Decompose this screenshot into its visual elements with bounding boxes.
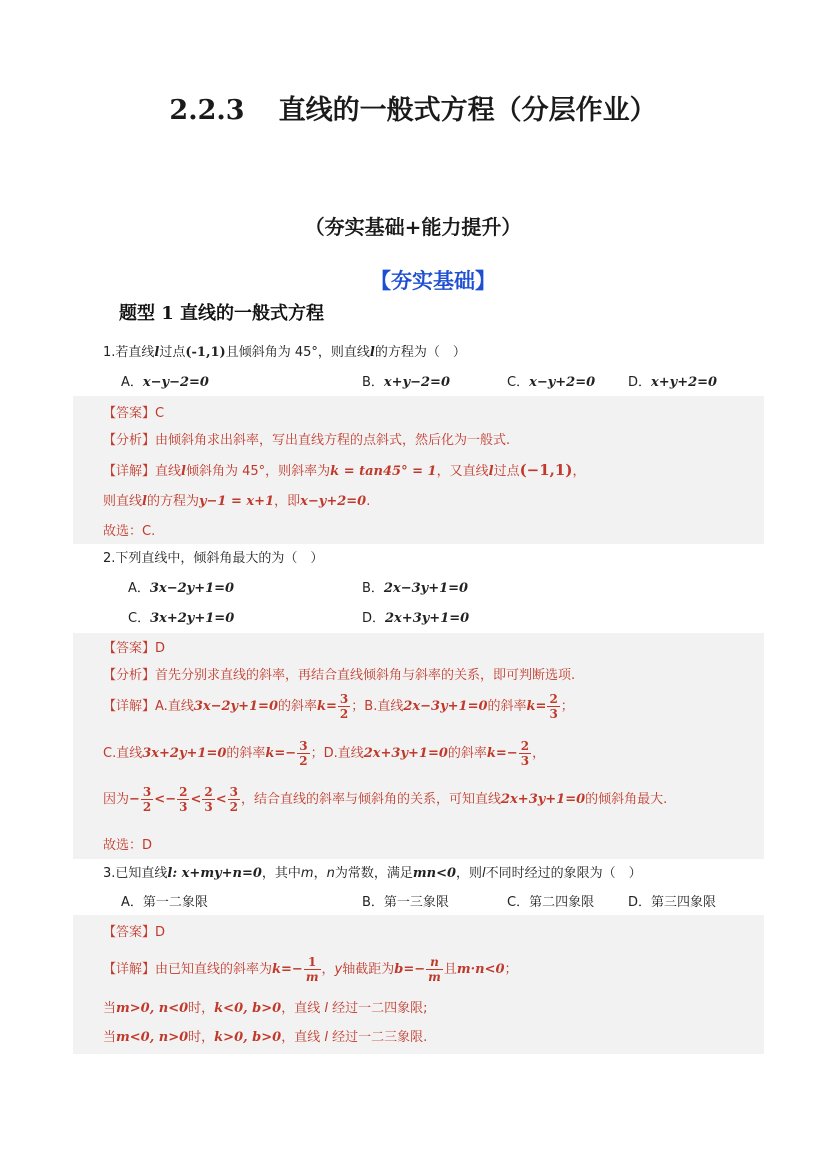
fraction: $\frac{3}{2}$ bbox=[142, 785, 152, 814]
q2-option-a[interactable]: A．3x−2y+1=0 bbox=[128, 581, 235, 596]
q2-analysis: 【分析】首先分别求直线的斜率，再结合直线倾斜角与斜率的关系，即可判断选项. bbox=[103, 668, 576, 683]
fraction: $\frac{1}{m}$ bbox=[305, 955, 319, 984]
q1-option-a[interactable]: A．x−y−2=0 bbox=[121, 375, 209, 390]
fraction: $\frac{2}{3}$ bbox=[179, 785, 188, 814]
q1-stem: 1.若直线l过点(-1,1)且倾斜角为 45°，则直线l的方程为（ ） bbox=[103, 345, 466, 360]
fraction: $\frac{2}{3}$ bbox=[549, 692, 558, 721]
q1-option-d[interactable]: D．x+y+2=0 bbox=[628, 375, 718, 390]
q2-option-d[interactable]: D．2x+3y+1=0 bbox=[362, 611, 470, 626]
fraction: $\frac{3}{2}$ bbox=[229, 785, 238, 814]
q1-answer: 【答案】C bbox=[103, 406, 165, 421]
q3-option-b[interactable]: B．第一三象限 bbox=[362, 895, 449, 910]
subtitle: （夯实基础+能力提升） bbox=[304, 215, 522, 239]
q2-detail-line3: 因为− $\frac{3}{2}$ <− $\frac{2}{3}$ < $\frac{2}{3}$ < $\frac{3}{2}$ ，结合直线的斜率与倾斜角的关系，可知直线2x+3y+1=0的倾斜角最大. bbox=[103, 785, 668, 814]
q3-option-d[interactable]: D．第三四象限 bbox=[628, 895, 717, 910]
title-text: 直线的一般式方程（分层作业） bbox=[278, 95, 657, 126]
q2-answer: 【答案】D bbox=[103, 641, 166, 656]
fraction: $\frac{3}{2}$ bbox=[299, 739, 308, 768]
type-heading: 题型 1 直线的一般式方程 bbox=[119, 303, 325, 324]
q1-detail-line2: 则直线l的方程为y−1 = x+1，即x−y+2=0. bbox=[103, 494, 371, 509]
q1-detail-line1: 【详解】直线l倾斜角为 45°，则斜率为k = tan45° = 1，又直线l过点(−1,1)， bbox=[103, 461, 586, 479]
q3-option-a[interactable]: A．第一二象限 bbox=[121, 895, 208, 910]
q3-detail-line1: 【详解】由已知直线的斜率为k=− $\frac{1}{m}$ ，y轴截距为b=− $\frac{n}{m}$ 且m·n<0； bbox=[103, 955, 518, 984]
section-heading: 【夯实基础】 bbox=[370, 269, 496, 293]
q1-analysis: 【分析】由倾斜角求出斜率，写出直线方程的点斜式，然后化为一般式. bbox=[103, 433, 511, 448]
page-title bbox=[0, 88, 826, 127]
fraction: $\frac{3}{2}$ bbox=[339, 692, 349, 721]
q2-option-c[interactable]: C．3x+2y+1=0 bbox=[128, 611, 235, 626]
q3-detail-line2: 当m>0, n<0时，k<0, b>0，直线 l 经过一二四象限; bbox=[103, 1001, 428, 1016]
q2-stem: 2.下列直线中，倾斜角最大的为（ ） bbox=[103, 551, 324, 566]
q1-final: 故选：C. bbox=[103, 524, 156, 539]
q3-detail-line3: 当m<0, n>0时，k>0, b>0，直线 l 经过一二三象限. bbox=[103, 1030, 428, 1045]
q2-detail-line2: C.直线3x+2y+1=0的斜率k=− $\frac{3}{2}$ ；D.直线2x+3y+1=0的斜率k=− $\frac{2}{3}$ ， bbox=[103, 739, 546, 768]
q3-answer: 【答案】D bbox=[103, 925, 166, 940]
q2-final: 故选：D bbox=[103, 838, 153, 853]
q2-detail-line1: 【详解】A.直线3x−2y+1=0的斜率k= $\frac{3}{2}$ ；B.直线2x−3y+1=0的斜率k= $\frac{2}{3}$ ； bbox=[103, 692, 574, 721]
section-number: 2.2.3 bbox=[169, 95, 245, 126]
fraction: $\frac{2}{3}$ bbox=[520, 739, 530, 768]
fraction: $\frac{2}{3}$ bbox=[204, 785, 213, 814]
q1-option-c[interactable]: C．x−y+2=0 bbox=[507, 375, 596, 390]
q2-option-b[interactable]: B．2x−3y+1=0 bbox=[362, 581, 469, 596]
q1-option-b[interactable]: B．x+y−2=0 bbox=[362, 375, 450, 390]
q3-option-c[interactable]: C．第二四象限 bbox=[507, 895, 595, 910]
q3-stem: 3.已知直线l: x+my+n=0，其中m，n为常数，满足mn<0，则l不同时经过的象限为（ ） bbox=[103, 866, 642, 881]
fraction: $\frac{n}{m}$ bbox=[428, 955, 441, 984]
